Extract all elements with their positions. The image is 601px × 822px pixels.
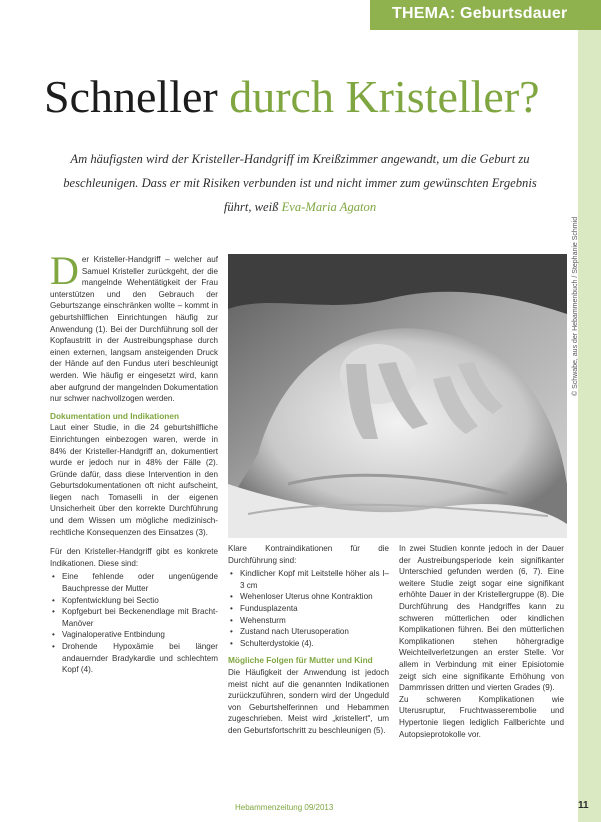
indications-intro: Für den Kristeller-Handgriff gibt es konkrete Indikationen. Diese sind:	[50, 547, 218, 568]
author-name: Eva-Maria Agaton	[281, 200, 377, 214]
subheading-documentation: Dokumentation und Indikationen	[50, 410, 180, 421]
consequences-paragraph: Die Häufigkeit der Anwendung ist jedoch meist nicht auf die genannten Indikationen zurückzuführen, sondern wird der Ungeduld von Geburtshelferinnen und Hebammen zugeschrieben. Meist wird „kristellert", um den Geburtsfortschritt zu beschleunigen (5).	[228, 667, 389, 735]
subheading-consequences: Mögliche Folgen für Mutter und Kind	[228, 655, 373, 666]
list-item: • Fundusplazenta	[228, 603, 389, 615]
drop-cap: D	[50, 248, 79, 293]
list-item: • Wehensturm	[228, 615, 389, 627]
list-item: • Eine fehlende oder ungenügende Bauchpresse der Mutter	[50, 571, 218, 594]
lead-paragraph	[60, 147, 540, 219]
page-number: 11	[578, 800, 589, 811]
list-item: • Kopfgeburt bei Beckenendlage mit Bracht-Manöver	[50, 606, 218, 629]
column-1	[50, 248, 218, 678]
indications-list	[50, 571, 218, 675]
page-edge-strip	[578, 0, 601, 822]
list-item: • Kindlicher Kopf mit Leitstelle höher als I–3 cm	[228, 568, 389, 591]
list-item: • Vaginaloperative Entbindung	[50, 629, 218, 641]
intro-paragraph	[50, 248, 218, 405]
documentation-paragraph: Laut einer Studie, in die 24 geburtshilfliche Einrichtungen einbezogen waren, werde in 84% der Kristeller-Handgriff an, dokumentiert wurde er jedoch nur in 48% der Fälle (2). Gründe dafür, dass diese Intervention in den Geburtsdokumentationen oft nicht aufscheint, liegen nach Tomaselli in der eigenen Unsicherheit über den korrekte Durchführung und dem Wissen um mögliche medizinisch-rechtliche Konsequenzen des Einsatzes (3).	[50, 423, 218, 537]
lead-text: Am häufigsten wird der Kristeller-Handgriff im Kreißzimmer angewandt, um die Geburt zu beschleunigen. Dass er mit Risiken verbunden ist und nicht immer zum gewünschten Ergebnis führt, weiß	[63, 152, 537, 214]
list-item: • Kopfentwicklung bei Sectio	[50, 595, 218, 607]
section-label: THEMA: Geburtsdauer	[392, 5, 568, 22]
photo-credit: © Schwabe, aus der Hebammenbuch / Stephanie Schmid	[572, 216, 579, 396]
contraindications-intro: Klare Kontraindikationen für die Durchführung sind:	[228, 544, 389, 565]
column-2	[228, 543, 389, 737]
article-title	[44, 70, 540, 123]
title-part-2: durch Kristeller?	[229, 71, 540, 122]
list-item: • Drohende Hypoxämie bei länger andauernder Bradykardie und schlechtem Kopf (4).	[50, 641, 218, 676]
complications-paragraph: Zu schweren Komplikationen wie Uterusruptur, Fruchtwasserembolie und Hypertonie liegen lediglich Fallberichte und Autopsieprotokolle vor.	[399, 694, 564, 739]
intro-text: er Kristeller-Handgriff – welcher auf Samuel Kristeller zurückgeht, der die mangelnde Wehentätigkeit der Frau unterstützen und den Gebrauch der Geburtszange einschränken wollte – kommt in geburtshilflichen Einrichtungen häufig zur Anwendung (1). Bei der Durchführung soll der Kopfaustritt in der Austreibungsphase durch einen externen, langsam ansteigenden Druck der Hände auf den Fundus uteri beschleunigt werden. Wie häufig er eingesetzt wird, kann aber aufgrund der mangelnden Dokumentation nur schwer nachvollzogen werden.	[50, 255, 218, 404]
list-item: • Schulterdystokie (4).	[228, 638, 389, 650]
studies-paragraph: In zwei Studien konnte jedoch in der Dauer der Austreibungsperiode kein signifikanter Unterschied gefunden werden (6, 7). Eine weitere Studie zeigt sogar eine signifikant erhöhte Dauer in der Kristellergruppe (8). Die Durchführung des Handgriffes kann zu schweren mütterlichen oder kindlichen Komplikationen führen. Bei den mütterlichen Komplikationen stehen höhergradige Weichteilverletzungen an erster Stelle. Vor allem in Verbindung mit einer Episiotomie zeigt sich eine signifikante Erhöhung von Dammrissen dritten und vierten Grades (9).	[399, 544, 564, 693]
contraindications-list	[228, 568, 389, 649]
list-item: • Zustand nach Uterusoperation	[228, 626, 389, 638]
footer-journal: Hebammenzeitung 09/2013	[235, 803, 334, 812]
birth-photo	[228, 254, 567, 538]
title-part-1: Schneller	[44, 71, 218, 122]
column-3	[399, 543, 564, 740]
list-item: • Wehenloser Uterus ohne Kontraktion	[228, 591, 389, 603]
